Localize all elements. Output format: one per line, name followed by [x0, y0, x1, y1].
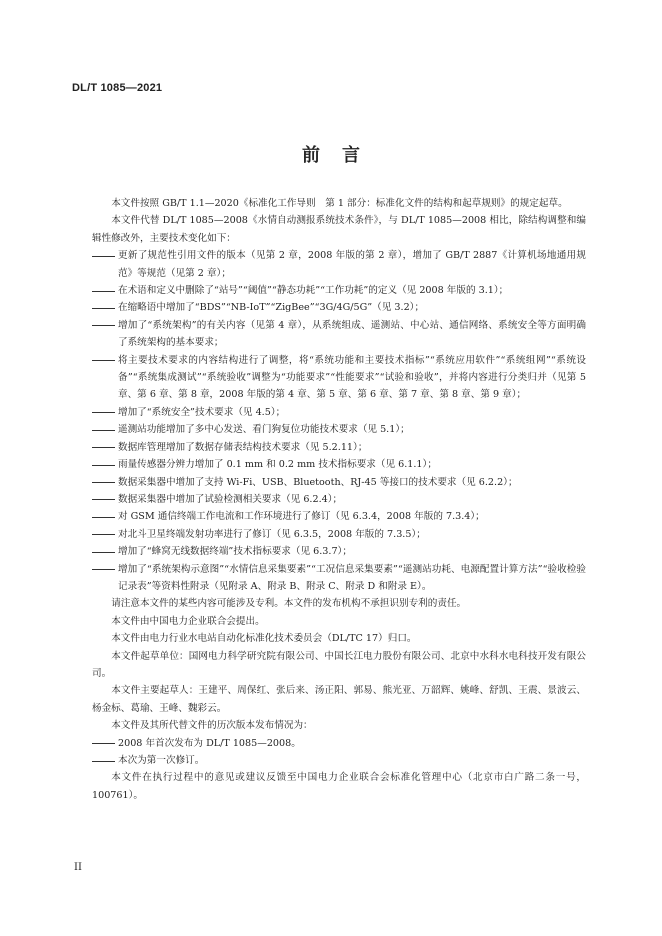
change-list-item — [92, 735, 586, 752]
change-list-item — [92, 299, 586, 316]
change-list-item — [92, 543, 586, 560]
list-item-text: 2008 年首次发布为 DL/T 1085—2008。 — [118, 737, 301, 749]
em-dash-marker — [92, 360, 115, 361]
body-paragraph: 本文件代替 DL/T 1085—2008《水情自动测报系统技术条件》，与 DL/T 1085—2008 相比，除结构调整和编辑性修改外，主要技术变化如下： — [92, 215, 586, 244]
change-list-item — [92, 247, 586, 282]
em-dash-marker — [92, 761, 115, 762]
list-item-text: 数据采集器中增加了支持 Wi-Fi、USB、Bluetooth、RJ-45 等接口的技术要求（见 6.2.2）； — [118, 476, 518, 488]
body-paragraph: 本文件由电力行业水电站自动化标准化技术委员会（DL/TC 17）归口。 — [111, 633, 417, 645]
list-item-text: 增加了“系统安全”技术要求（见 4.5）； — [118, 406, 286, 418]
list-item-text: 将主要技术要求的内容结构进行了调整，将“系统功能和主要技术指标”“系统应用软件”“系统组网”“系统设备”“系统集成测试”“系统验收”调整为“功能要求”“性能要求”“试验和验收”，并将内容进行分类归并（见第 5 章、第 6 章、第 8 章，2008 年版的第 4 章、第 5 章、第 6 章、第 7 章、第 8 章、第 9 章）； — [118, 354, 586, 401]
list-item-text: 本次为第一次修订。 — [118, 755, 205, 766]
em-dash-marker — [92, 534, 115, 535]
change-list-item — [92, 317, 586, 352]
change-list-item — [92, 404, 586, 421]
body-paragraph: 本文件及其所代替文件的历次版本发布情况为： — [111, 720, 313, 732]
change-list-item — [92, 421, 586, 438]
list-item-text: 增加了“系统架构示意图”“水情信息采集要素”“工况信息采集要素”“遥测站功耗、电源配置计算方法”“验收检验记录表”等资料性附录（见附录 A、附录 B、附录 C、附录 D 和附录 E）。 — [118, 563, 586, 592]
list-item-text: 对 GSM 通信终端工作电流和工作环境进行了修订（见 6.3.4，2008 年版的 7.3.4）； — [118, 511, 485, 523]
em-dash-marker — [92, 430, 115, 431]
change-list-item — [92, 282, 586, 299]
em-dash-marker — [92, 743, 115, 744]
em-dash-marker — [92, 552, 115, 553]
body-paragraph: 本文件主要起草人：王建平、周保红、张后来、汤正阳、郭易、熊光亚、万韶辉、姚峰、舒凯、王震、景波云、杨金标、葛瑜、王峰、魏彩云。 — [92, 685, 586, 714]
body-paragraph: 本文件起草单位：国网电力科学研究院有限公司、中国长江电力股份有限公司、北京中水科水电科技开发有限公司。 — [92, 650, 586, 679]
document-body — [92, 195, 586, 804]
em-dash-marker — [92, 499, 115, 500]
change-list-item — [92, 352, 586, 404]
em-dash-marker — [92, 308, 115, 309]
em-dash-marker — [92, 447, 115, 448]
list-item-text: 在缩略语中增加了“BDS”“NB-IoT”“ZigBee”“3G/4G/5G”（见 3.2）； — [118, 302, 425, 314]
em-dash-marker — [92, 256, 115, 257]
list-item-text: 对北斗卫星终端发射功率进行了修订（见 6.3.5，2008 年版的 7.3.5）； — [118, 528, 426, 540]
list-item-text: 在术语和定义中删除了“站号”“阈值”“静态功耗”“工作功耗”的定义（见 2008 年版的 3.1）； — [118, 285, 509, 297]
body-paragraph: 请注意本文件的某些内容可能涉及专利。本文件的发布机构不承担识别专利的责任。 — [111, 598, 467, 610]
em-dash-marker — [92, 291, 115, 292]
body-paragraph: 本文件由中国电力企业联合会提出。 — [111, 615, 265, 627]
list-item-text: 增加了“蜂窝无线数据终端”技术指标要求（见 6.3.7）； — [118, 546, 352, 558]
change-list-item — [92, 508, 586, 525]
change-list-item — [92, 526, 586, 543]
change-list-item — [92, 474, 586, 491]
em-dash-marker — [92, 517, 115, 518]
list-item-text: 更新了规范性引用文件的版本（见第 2 章，2008 年版的第 2 章），增加了 GB/T 2887《计算机场地通用规范》等规范（见第 2 章）； — [118, 250, 586, 279]
list-item-text: 增加了“系统架构”的有关内容（见第 4 章），从系统组成、遥测站、中心站、通信网络、系统安全等方面明确了系统架构的基本要求； — [118, 319, 586, 349]
em-dash-marker — [92, 569, 115, 570]
em-dash-marker — [92, 465, 115, 466]
list-item-text: 雨量传感器分辨力增加了 0.1 mm 和 0.2 mm 技术指标要求（见 6.1.1）； — [118, 459, 437, 471]
change-list-item — [92, 561, 586, 596]
list-item-text: 数据库管理增加了数据存储表结构技术要求（见 5.2.11）； — [118, 441, 368, 453]
change-list-item — [92, 456, 586, 473]
em-dash-marker — [92, 482, 115, 483]
document-code: DL/T 1085—2021 — [72, 82, 163, 94]
em-dash-marker — [92, 412, 115, 413]
page-number: II — [74, 862, 82, 873]
change-list-item — [92, 491, 586, 508]
change-list-item — [92, 752, 586, 769]
change-list-item — [92, 439, 586, 456]
body-paragraph: 本文件按照 GB/T 1.1—2020《标准化工作导则 第 1 部分：标准化文件的结构和起草规则》的规定起草。 — [111, 198, 568, 209]
page-title: 前言 — [302, 145, 382, 166]
body-paragraph: 本文件在执行过程中的意见或建议反馈至中国电力企业联合会标准化管理中心（北京市白广路二条一号，100761）。 — [92, 772, 586, 801]
list-item-text: 遥测站功能增加了多中心发送、看门狗复位功能技术要求（见 5.1）； — [118, 424, 410, 436]
list-item-text: 数据采集器中增加了试验检测相关要求（见 6.2.4）； — [118, 493, 343, 505]
em-dash-marker — [92, 325, 115, 326]
